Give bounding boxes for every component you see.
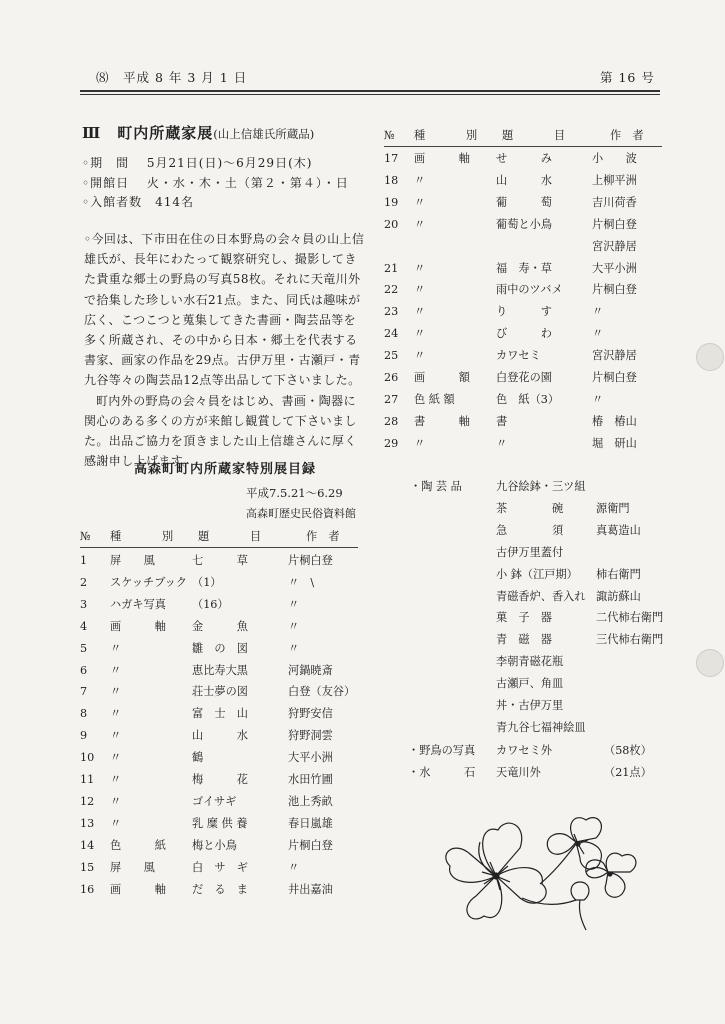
row-kind: 屏 風 [110, 860, 155, 874]
row-title: 乳 糜 供 養 [192, 816, 248, 830]
row-kind: 〃 [110, 794, 122, 808]
row-number: 25 [384, 349, 399, 363]
row-number: 6 [80, 663, 88, 677]
catalog-publisher: 高森町歴史民俗資料館 [246, 507, 356, 520]
row-number: 2 [80, 575, 88, 589]
table-row [384, 415, 674, 433]
row-kind: 〃 [414, 283, 426, 297]
ceramic-name: 青磁香炉、香入れ [496, 589, 586, 603]
row-kind: ハガキ写真 [110, 597, 166, 611]
row-title: （16） [192, 597, 229, 611]
row-title: 白 サ ギ [192, 860, 248, 874]
row-number: 29 [384, 436, 399, 450]
row-kind: 〃 [110, 816, 122, 830]
table-row [384, 371, 674, 389]
ceramic-name: 古瀬戸、角皿 [496, 677, 564, 691]
row-author: 〃 [288, 597, 300, 611]
ceramic-name: 小 鉢（江戸期） [496, 567, 578, 581]
ceramic-name: 茶 碗 [496, 501, 564, 515]
row-author: 上柳平洲 [592, 173, 637, 187]
row-title: 〃 [496, 436, 508, 450]
table-row [80, 707, 370, 725]
col-no-header: № [80, 530, 91, 543]
row-title: ゴイサギ [192, 794, 237, 808]
table-row [80, 773, 370, 791]
page-number-date: ⑻ 平成 8 年 3 月 1 日 [96, 70, 248, 85]
right-table-header [384, 129, 664, 147]
ceramic-maker: 柿右衛門 [596, 567, 641, 581]
row-number: 16 [80, 882, 95, 896]
row-title: 梅と小鳥 [192, 838, 237, 852]
row-number: 24 [384, 327, 399, 341]
col-title-header: 題 目 [502, 129, 572, 142]
row-author: 宮沢静居 [592, 239, 637, 253]
row-number: 4 [80, 619, 88, 633]
row-title: 雛 の 図 [192, 641, 248, 655]
row-title: だ る ま [192, 882, 248, 896]
row-title: び わ [496, 327, 552, 341]
row-kind: スケッチブック [110, 575, 187, 589]
info-open-days: ◦開館日 火・水・木・土（第２・第４）・日 [82, 176, 349, 190]
ceramic-name: 急 須 [496, 523, 564, 537]
ceramic-maker: 二代柿右衛門 [596, 611, 664, 625]
row-number: 7 [80, 685, 88, 699]
row-author: 春日嵐雄 [288, 816, 333, 830]
row-kind: 〃 [110, 773, 122, 786]
table-row [80, 883, 370, 901]
row-kind: 〃 [414, 195, 426, 209]
row-author: 〃 [592, 392, 604, 406]
section-title [82, 124, 314, 142]
table-row [384, 262, 674, 280]
row-kind: 〃 [414, 217, 426, 231]
row-title: 葡 萄 [496, 195, 552, 209]
row-kind: 〃 [110, 663, 122, 677]
col-kind-header: 種 別 [414, 129, 484, 142]
row-author: 大平小洲 [288, 751, 333, 765]
row-number: 20 [384, 217, 399, 231]
row-title: せ み [496, 152, 552, 165]
left-table-rule [80, 547, 358, 548]
row-title: （1） [192, 575, 222, 589]
row-title: カワセミ [496, 349, 541, 363]
ceramic-name: 李朝青磁花瓶 [496, 655, 564, 669]
row-kind: 〃 [414, 305, 426, 319]
table-row [80, 795, 370, 813]
table-row [80, 861, 370, 879]
row-title: 恵比寿大黒 [192, 663, 248, 677]
row-title: 鶴 [192, 751, 204, 765]
table-row [384, 240, 674, 258]
col-kind-header: 種 別 [110, 530, 180, 543]
row-title: 白登花の園 [496, 371, 552, 384]
row-title: 色 紙（3） [496, 392, 560, 406]
table-row [384, 174, 674, 192]
table-row [80, 685, 370, 703]
row-author: 池上秀畝 [288, 794, 333, 808]
row-title: 書 [496, 414, 508, 428]
table-row [80, 817, 370, 835]
row-number: 10 [80, 751, 95, 765]
row-title: 山 水 [192, 729, 248, 743]
row-kind: 〃 [110, 641, 122, 655]
catalog-title: 高森町町内所蔵家特別展目録 [134, 462, 317, 477]
row-kind: 〃 [110, 729, 122, 743]
extra-label: ・野鳥の写真 [408, 744, 476, 757]
row-number: 23 [384, 305, 399, 319]
row-number: 11 [80, 773, 95, 786]
row-number: 13 [80, 816, 95, 830]
table-row [80, 620, 370, 638]
article-body [84, 229, 366, 471]
row-number: 8 [80, 707, 88, 721]
table-row [80, 576, 370, 594]
table-row [384, 196, 674, 214]
row-title: 福 寿・草 [496, 261, 552, 275]
row-kind: 画 軸 [110, 619, 166, 633]
table-row [80, 554, 370, 572]
right-table-rule [384, 146, 662, 147]
row-author: 宮沢静居 [592, 349, 637, 363]
row-kind: 画 軸 [414, 152, 470, 165]
row-author: 片桐白登 [592, 371, 637, 384]
ceramic-name: 九谷絵鉢・三ツ組 [496, 480, 586, 493]
row-author: 小 波 [592, 152, 637, 165]
row-kind: 色 紙 [110, 838, 166, 852]
extra-name: カワセミ外 [496, 744, 552, 757]
table-row [80, 729, 370, 747]
row-number: 27 [384, 392, 399, 406]
ceramics-label: ・陶 芸 品 [410, 480, 462, 493]
extra-name: 天竜川外 [496, 766, 541, 779]
section-title-text: Ⅲ 町内所蔵家展 [82, 124, 214, 142]
row-author: 〃 [288, 619, 300, 633]
row-number: 18 [384, 173, 399, 187]
row-kind: 〃 [414, 349, 426, 363]
table-row [384, 393, 674, 411]
ceramic-maker: 真葛造山 [596, 523, 641, 537]
extra-label: ・水 石 [408, 766, 476, 779]
table-row [80, 751, 370, 769]
row-kind: 画 額 [414, 371, 470, 384]
row-author: 堀 研山 [592, 436, 637, 450]
table-row [80, 598, 370, 616]
extra-count: （58枚） [604, 744, 652, 757]
ceramic-name: 青 磁 器 [496, 633, 552, 647]
row-author: 狩野洞雲 [288, 729, 333, 743]
row-number: 1 [80, 554, 88, 567]
row-author: 片桐白登 [592, 283, 637, 297]
header-rule-thin [80, 94, 660, 95]
row-author: 狩野安信 [288, 707, 333, 721]
col-author-header: 作 者 [306, 530, 340, 543]
ceramic-maker: 三代柿右衛門 [596, 633, 664, 647]
row-author: 片桐白登 [288, 554, 333, 567]
issue-number: 第 16 号 [600, 70, 655, 85]
row-number: 12 [80, 794, 95, 808]
row-number: 17 [384, 152, 399, 165]
row-title: 雨中のツバメ [496, 283, 563, 297]
row-author: 河鍋暁斎 [288, 663, 333, 677]
row-author: 水田竹圃 [288, 773, 333, 786]
row-kind: 〃 [414, 436, 426, 450]
row-kind: 〃 [110, 707, 122, 721]
row-title: 七 草 [192, 554, 248, 567]
row-kind: 屏 風 [110, 554, 155, 567]
row-author: 〃 \ [288, 575, 315, 589]
row-number: 22 [384, 283, 399, 297]
binder-hole [696, 649, 724, 677]
row-title: 荘士夢の図 [192, 685, 248, 699]
row-number: 28 [384, 414, 399, 428]
row-number: 19 [384, 195, 399, 209]
header-rule [80, 90, 660, 92]
row-number: 26 [384, 371, 399, 384]
row-author: 〃 [288, 860, 300, 874]
ceramic-name: 青九谷七福神絵皿 [496, 720, 586, 734]
row-title: り す [496, 305, 552, 319]
article-paragraph-1: ◦今回は、下市田在住の日本野鳥の会々員の山上信雄氏が、長年にわたって観察研究し、撮影してきた貴重な郷土の野鳥の写真58枚。それに天竜川外で拾集した珍しい水石21点。また、同氏は趣味が広く、こつこつと蒐集してきた書画・陶芸品等を多く所蔵され、その中から日本・郷土を代表する書家、画家の作品を29点。古伊万里・古瀬戸・青九谷等々の陶芸品12点等出品して下さいました。 [84, 232, 365, 388]
row-number: 9 [80, 729, 88, 743]
row-author: 大平小洲 [592, 261, 637, 275]
row-author: 井出嘉油 [288, 882, 333, 896]
table-row [384, 327, 674, 345]
ceramic-maker: 諏訪蘇山 [596, 589, 641, 603]
row-author: 吉川荷香 [592, 195, 637, 209]
row-author: 〃 [288, 641, 300, 655]
table-row [384, 437, 674, 455]
ceramic-name: 古伊万里蓋付 [496, 545, 564, 559]
row-title: 富 士 山 [192, 707, 248, 721]
row-title: 葡萄と小鳥 [496, 217, 552, 231]
article-paragraph-2: 町内外の野鳥の会々員をはじめ、書画・陶器に関心のある多くの方が来館し観賞して下さいました。出品ご協力を頂きました山上信雄さんに厚く感謝申し上げます。 [84, 393, 357, 469]
table-row [384, 305, 674, 323]
row-title: 金 魚 [192, 619, 248, 633]
row-kind: 〃 [414, 261, 426, 275]
table-row [80, 642, 370, 660]
table-row [80, 664, 370, 682]
row-title: 山 水 [496, 173, 552, 187]
col-no-header: № [384, 129, 395, 142]
row-kind: 色 紙 額 [414, 392, 455, 406]
table-row [384, 218, 674, 236]
table-row [384, 283, 674, 301]
row-number: 5 [80, 641, 88, 655]
row-number: 3 [80, 597, 88, 611]
left-table-header [80, 530, 370, 548]
binder-hole [696, 343, 724, 371]
row-author: 片桐白登 [288, 838, 333, 852]
ceramic-name: 菓 子 器 [496, 611, 552, 625]
row-kind: 画 軸 [110, 882, 166, 896]
row-kind: 書 軸 [414, 414, 470, 428]
row-number: 14 [80, 838, 95, 852]
extra-count: （21点） [604, 766, 652, 779]
row-number: 15 [80, 860, 95, 874]
catalog-period: 平成7.5.21〜6.29 [246, 486, 343, 500]
table-row [384, 349, 674, 367]
row-title: 梅 花 [192, 773, 248, 786]
section-subtitle: (山上信雄氏所蔵品) [213, 127, 315, 141]
cherry-blossom-illustration [436, 812, 650, 942]
row-kind: 〃 [110, 751, 122, 765]
row-author: 椿 椿山 [592, 414, 637, 428]
ceramic-name: 丼・古伊万里 [496, 699, 564, 712]
row-author: 〃 [592, 305, 604, 319]
row-author: 片桐白登 [592, 217, 637, 231]
row-kind: 〃 [110, 685, 122, 699]
row-author: 〃 [592, 327, 604, 341]
info-period: ◦期 間 5月21日(日)〜6月29日(木) [82, 156, 313, 170]
col-author-header: 作 者 [610, 129, 644, 142]
row-kind: 〃 [414, 173, 426, 187]
row-number: 21 [384, 261, 399, 275]
row-kind: 〃 [414, 327, 426, 341]
table-row [80, 839, 370, 857]
info-visitors: ◦入館者数 414名 [82, 195, 194, 209]
ceramic-maker: 源衛門 [596, 501, 630, 515]
row-author: 白登（友谷） [288, 685, 356, 699]
col-title-header: 題 目 [198, 530, 268, 543]
table-row [384, 152, 674, 170]
